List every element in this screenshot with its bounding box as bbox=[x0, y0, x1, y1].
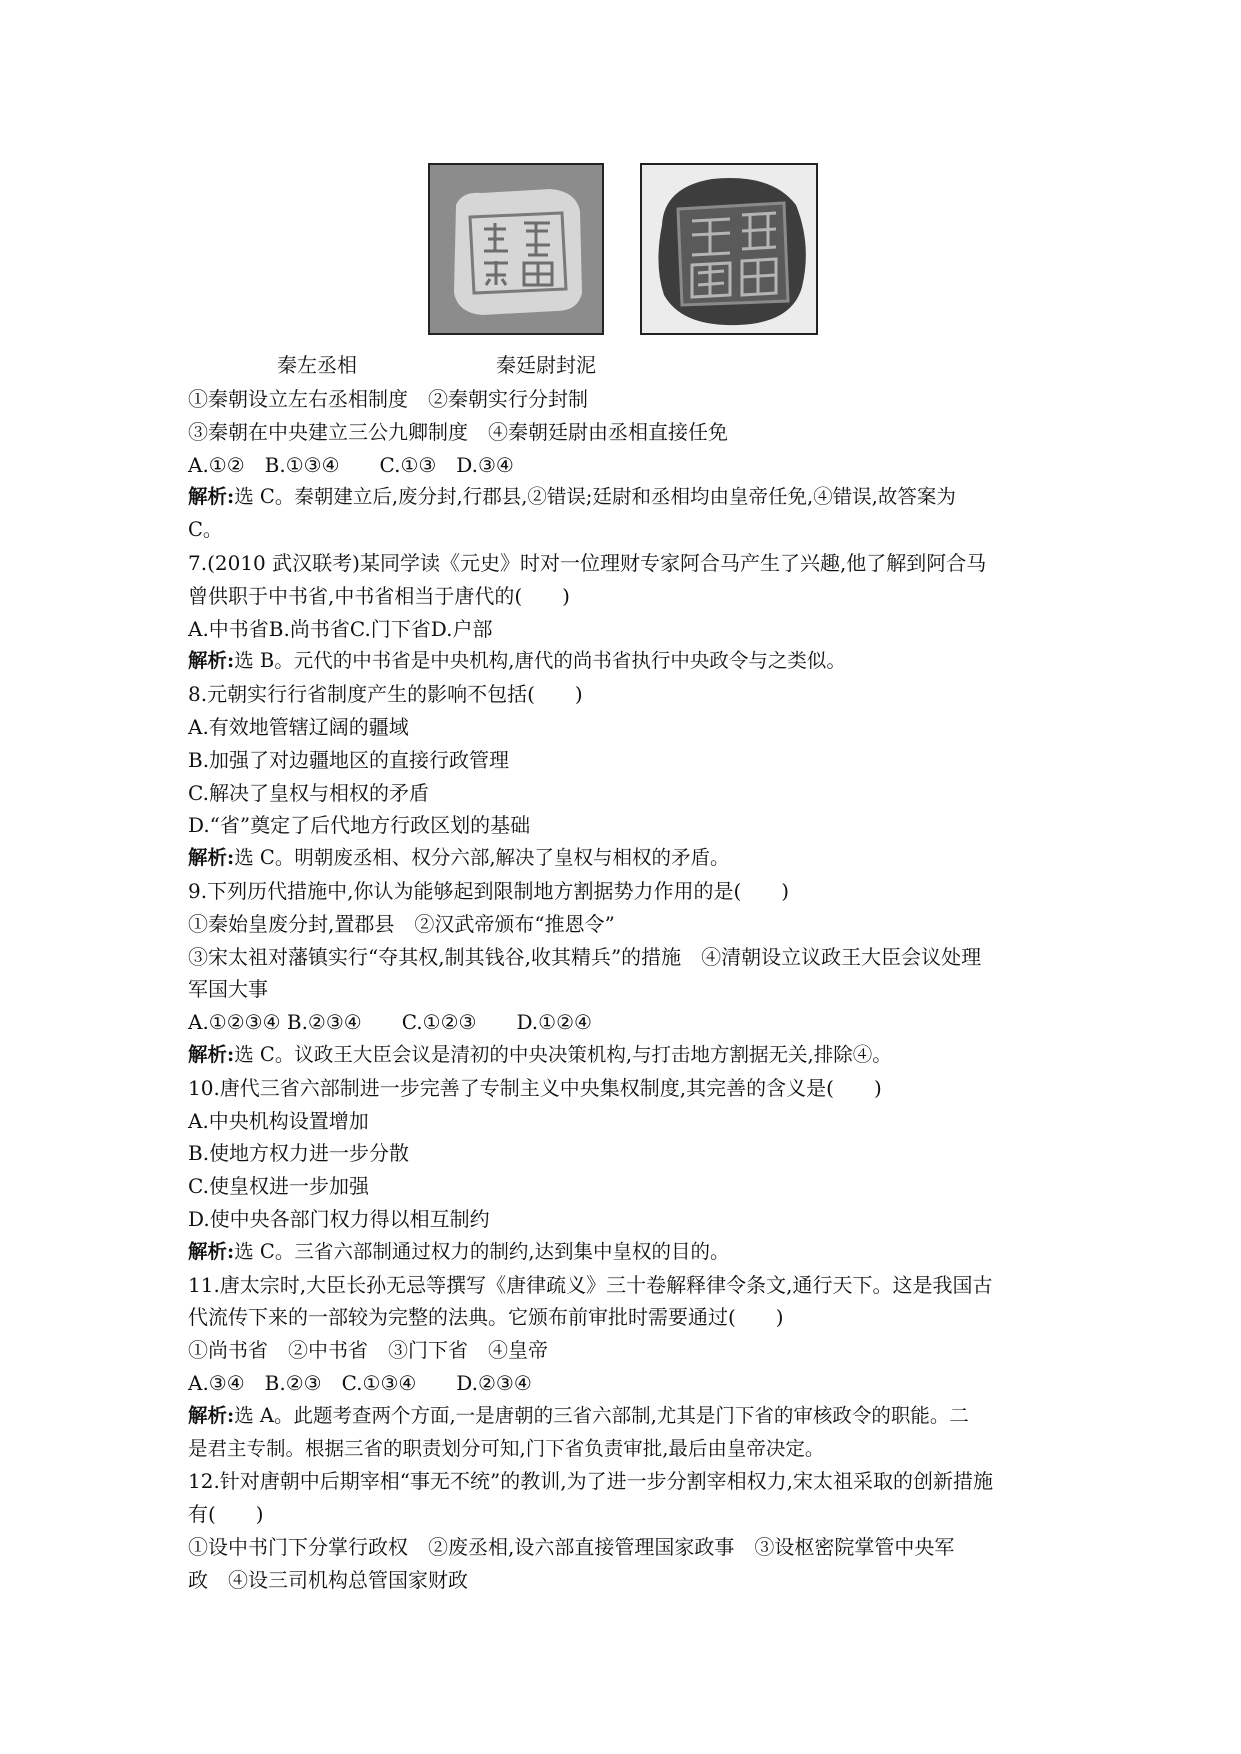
text-line bbox=[188, 973, 1068, 1006]
text-line bbox=[188, 1367, 1068, 1400]
line-text: ①秦始皇废分封,置郡县 ②汉武帝颁布“推恩令” bbox=[188, 911, 615, 936]
text-line bbox=[188, 416, 1068, 449]
line-text: C.使皇权进一步加强 bbox=[188, 1174, 369, 1199]
figure-caption-left: 秦左丞相 bbox=[277, 353, 357, 377]
line-text: ①尚书省 ②中书省 ③门下省 ④皇帝 bbox=[188, 1338, 548, 1363]
text-line bbox=[188, 1498, 1068, 1531]
text-line bbox=[188, 449, 1068, 482]
text-line bbox=[188, 580, 1068, 613]
text-line bbox=[188, 1170, 1068, 1203]
line-text: 代流传下来的一部较为完整的法典。它颁布前审批时需要通过( ) bbox=[188, 1305, 784, 1330]
analysis-label: 解析: bbox=[188, 1042, 235, 1066]
text-line bbox=[188, 1301, 1068, 1334]
text-line bbox=[188, 1465, 1068, 1498]
text-line bbox=[188, 1072, 1068, 1105]
line-text: 是君主专制。根据三省的职责划分可知,门下省负责审批,最后由皇帝决定。 bbox=[188, 1436, 825, 1460]
text-line bbox=[188, 514, 1068, 547]
analysis-label: 解析: bbox=[188, 846, 235, 870]
text-line bbox=[188, 875, 1068, 908]
line-text: 选 C。三省六部制通过权力的制约,达到集中皇权的目的。 bbox=[234, 1239, 730, 1263]
text-line bbox=[188, 1006, 1068, 1039]
line-text: A.中书省B.尚书省C.门下省D.户部 bbox=[188, 616, 493, 641]
text-line bbox=[188, 941, 1068, 974]
analysis-line bbox=[188, 1400, 1068, 1433]
analysis-label: 解析: bbox=[188, 1239, 235, 1263]
seal-image-left bbox=[430, 165, 602, 333]
line-text: ①设中书门下分掌行政权 ②废丞相,设六部直接管理国家政事 ③设枢密院掌管中央军 bbox=[188, 1534, 955, 1559]
line-text: 8.元朝实行行省制度产生的影响不包括( ) bbox=[188, 682, 583, 707]
text-line bbox=[188, 908, 1068, 941]
text-line bbox=[188, 1203, 1068, 1236]
figure-row bbox=[428, 163, 848, 335]
text-line bbox=[188, 1334, 1068, 1367]
line-text: D.“省”奠定了后代地方行政区划的基础 bbox=[188, 813, 531, 838]
line-text: 选 C。秦朝建立后,废分封,行郡县,②错误;廷尉和丞相均由皇帝任免,④错误,故答案为 bbox=[234, 485, 956, 509]
line-text: 10.唐代三省六部制进一步完善了专制主义中央集权制度,其完善的含义是( ) bbox=[188, 1075, 882, 1100]
line-text: D.使中央各部门权力得以相互制约 bbox=[188, 1206, 490, 1231]
line-text: A.①② B.①③④ C.①③ D.③④ bbox=[188, 452, 514, 477]
text-line bbox=[188, 547, 1068, 580]
line-text: 曾供职于中书省,中书省相当于唐代的( ) bbox=[188, 583, 570, 608]
text-line bbox=[188, 1531, 1068, 1564]
line-text: 军国大事 bbox=[188, 977, 268, 1002]
analysis-line bbox=[188, 481, 1068, 514]
text-line bbox=[188, 711, 1068, 744]
text-line bbox=[188, 809, 1068, 842]
text-line bbox=[188, 1105, 1068, 1138]
line-text: ①秦朝设立左右丞相制度 ②秦朝实行分封制 bbox=[188, 387, 588, 411]
line-text: B.加强了对边疆地区的直接行政管理 bbox=[188, 747, 510, 772]
text-line bbox=[188, 744, 1068, 777]
line-text: ③宋太祖对藩镇实行“夺其权,制其钱谷,收其精兵”的措施 ④清朝设立议政王大臣会议处理 bbox=[188, 944, 982, 969]
line-text: 12.针对唐朝中后期宰相“事无不统”的教训,为了进一步分割宰相权力,宋太祖采取的创新措施 bbox=[188, 1469, 993, 1494]
analysis-line bbox=[188, 842, 1068, 875]
seal-photo-right bbox=[640, 163, 818, 335]
analysis-line bbox=[188, 1236, 1068, 1269]
line-text: ③秦朝在中央建立三公九卿制度 ④秦朝廷尉由丞相直接任免 bbox=[188, 419, 728, 444]
line-text: 选 C。明朝废丞相、权分六部,解决了皇权与相权的矛盾。 bbox=[234, 846, 730, 870]
text-line bbox=[188, 383, 1068, 416]
seal-photo-left bbox=[428, 163, 604, 335]
text-line bbox=[188, 777, 1068, 810]
analysis-line bbox=[188, 1039, 1068, 1072]
line-text: C。 bbox=[188, 518, 223, 542]
line-text: 11.唐太宗时,大臣长孙无忌等撰写《唐律疏义》三十卷解释律令条文,通行天下。这是我国古 bbox=[188, 1272, 993, 1297]
line-text: 选 A。此题考查两个方面,一是唐朝的三省六部制,尤其是门下省的审核政令的职能。二 bbox=[234, 1403, 969, 1427]
line-text: A.③④ B.②③ C.①③④ D.②③④ bbox=[188, 1370, 532, 1395]
line-text: 9.下列历代措施中,你认为能够起到限制地方割据势力作用的是( ) bbox=[188, 878, 790, 903]
line-text: 选 C。议政王大臣会议是清初的中央决策机构,与打击地方割据无关,排除④。 bbox=[234, 1042, 892, 1066]
text-line bbox=[188, 678, 1068, 711]
analysis-line bbox=[188, 645, 1068, 678]
line-text: A.中央机构设置增加 bbox=[188, 1108, 369, 1133]
line-text: A.①②③④ B.②③④ C.①②③ D.①②④ bbox=[188, 1010, 592, 1035]
line-text: 7.(2010 武汉联考)某同学读《元史》时对一位理财专家阿合马产生了兴趣,他了解到阿合马 bbox=[188, 550, 987, 575]
line-text: B.使地方权力进一步分散 bbox=[188, 1141, 410, 1166]
text-line bbox=[188, 1564, 1068, 1597]
text-line bbox=[188, 1433, 1068, 1466]
line-text: C.解决了皇权与相权的矛盾 bbox=[188, 780, 429, 805]
line-text: 选 B。元代的中书省是中央机构,唐代的尚书省执行中央政令与之类似。 bbox=[234, 649, 846, 673]
line-text: 政 ④设三司机构总管国家财政 bbox=[188, 1567, 468, 1592]
question-text bbox=[188, 383, 1068, 1596]
text-line bbox=[188, 1269, 1068, 1302]
analysis-label: 解析: bbox=[188, 649, 235, 673]
text-line bbox=[188, 613, 1068, 646]
analysis-label: 解析: bbox=[188, 1403, 235, 1427]
text-line bbox=[188, 1137, 1068, 1170]
seal-image-right bbox=[642, 165, 816, 333]
line-text: 有( ) bbox=[188, 1502, 264, 1527]
line-text: A.有效地管辖辽阔的疆域 bbox=[188, 714, 409, 739]
figure-caption-right: 秦廷尉封泥 bbox=[496, 353, 596, 377]
analysis-label: 解析: bbox=[188, 485, 235, 509]
